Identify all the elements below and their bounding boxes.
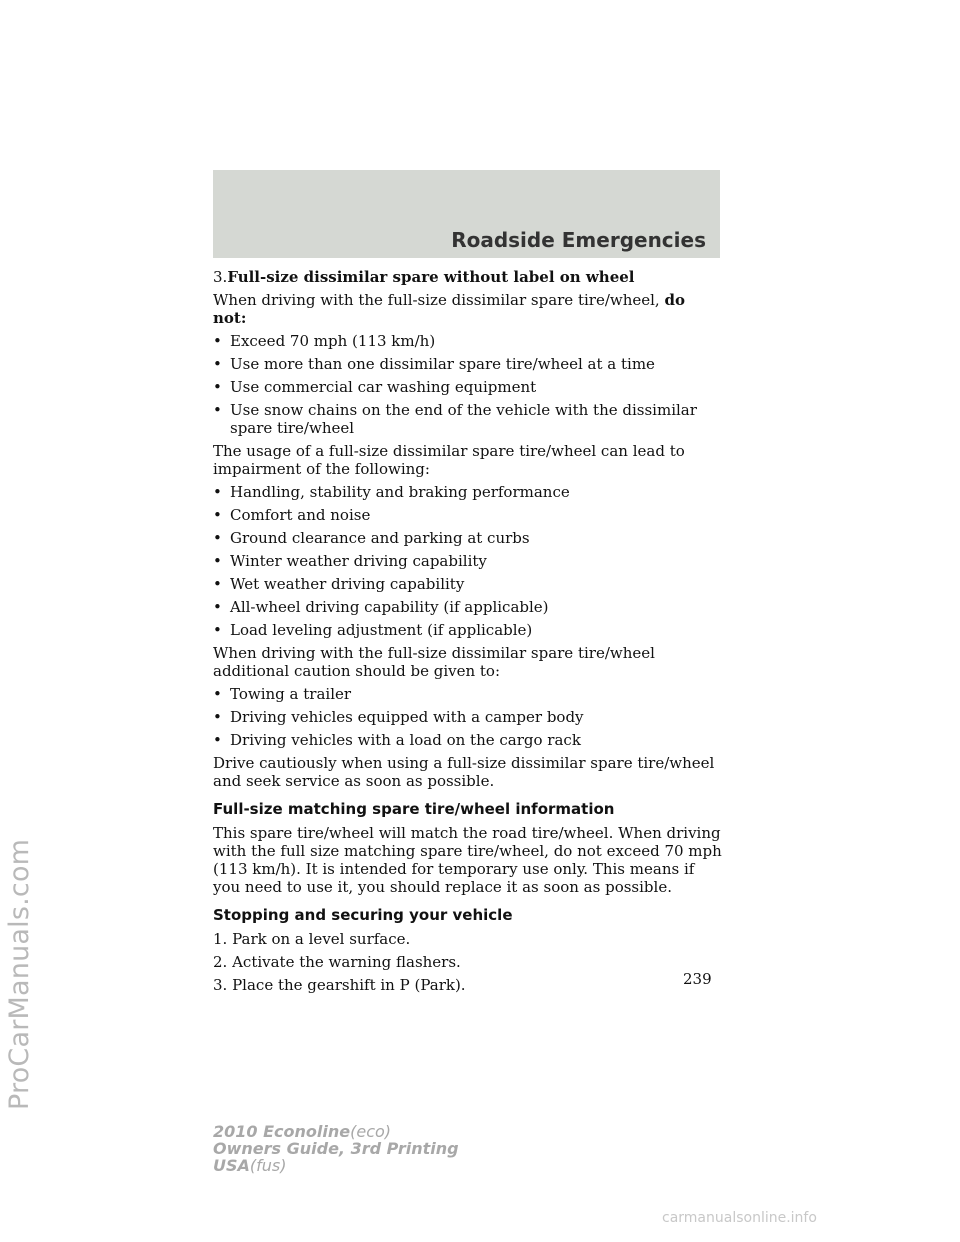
list-item-text: Towing a trailer <box>230 685 352 703</box>
footer-imprint <box>213 1123 459 1174</box>
donot-intro-text: When driving with the full-size dissimilar spare tire/wheel, <box>213 291 660 309</box>
list-item <box>213 598 723 616</box>
bullet-icon: • <box>213 708 222 726</box>
list-item <box>213 483 723 501</box>
list-item-text: Ground clearance and parking at curbs <box>230 529 530 547</box>
list-item-text: Winter weather driving capability <box>230 552 487 570</box>
footer-model: 2010 Econoline <box>213 1122 351 1141</box>
section-header-box <box>213 170 720 258</box>
list-item-text: Use more than one dissimilar spare tire/wheel at a time <box>230 355 655 373</box>
bullet-icon: • <box>213 552 222 570</box>
footer-line-3 <box>213 1157 459 1174</box>
list-item-text: Load leveling adjustment (if applicable) <box>230 621 533 639</box>
list-item-text: All-wheel driving capability (if applicable) <box>230 598 549 616</box>
list-item <box>213 529 723 547</box>
list-item <box>213 731 723 749</box>
bullet-icon: • <box>213 529 222 547</box>
side-watermark: ProCarManuals.com <box>4 838 35 1110</box>
bullet-icon: • <box>213 355 222 373</box>
bullet-icon: • <box>213 506 222 524</box>
footer-line-1 <box>213 1123 459 1140</box>
list-item <box>213 378 723 396</box>
stopping-step: 1. Park on a level surface. <box>213 930 411 948</box>
list-item <box>213 685 723 703</box>
matching-spare-heading: Full-size matching spare tire/wheel information <box>213 800 615 818</box>
list-item <box>213 332 723 350</box>
stopping-step: 3. Place the gearshift in P (Park). <box>213 976 466 994</box>
bullet-icon: • <box>213 401 222 419</box>
list-item-text: Handling, stability and braking performance <box>230 483 570 501</box>
list-item-text: Use snow chains on the end of the vehicle with the dissimilar spare tire/wheel <box>230 401 697 437</box>
list-item-text: Wet weather driving capability <box>230 575 465 593</box>
bullet-icon: • <box>213 378 222 396</box>
matching-spare-body: This spare tire/wheel will match the road tire/wheel. When driving with the full size matching spare tire/wheel, do not exceed 70 mph (113 km/h). It is intended for temporary use only. This means if you need to use it, you should replace it as soon as possible. <box>213 824 722 896</box>
list-item-text: Use commercial car washing equipment <box>230 378 537 396</box>
page-number: 239 <box>683 970 712 988</box>
item-3-title-line <box>213 268 723 286</box>
caution-list <box>213 685 723 749</box>
bullet-icon: • <box>213 621 222 639</box>
closing-paragraph: Drive cautiously when using a full-size dissimilar spare tire/wheel and seek service as soon as possible. <box>213 754 715 790</box>
list-item <box>213 575 723 593</box>
list-item <box>213 708 723 726</box>
list-item <box>213 552 723 570</box>
footer-line-2: Owners Guide, 3rd Printing <box>213 1139 459 1158</box>
impairment-list <box>213 483 723 639</box>
bullet-icon: • <box>213 598 222 616</box>
list-item-text: Exceed 70 mph (113 km/h) <box>230 332 436 350</box>
footer-market-code: (fus) <box>249 1156 287 1175</box>
page-content <box>213 268 723 999</box>
bullet-icon: • <box>213 685 222 703</box>
bullet-icon: • <box>213 575 222 593</box>
item-3-title: Full-size dissimilar spare without label on wheel <box>227 268 635 286</box>
list-item <box>213 355 723 373</box>
stopping-step: 2. Activate the warning flashers. <box>213 953 461 971</box>
bullet-icon: • <box>213 731 222 749</box>
caution-intro: When driving with the full-size dissimilar spare tire/wheel additional caution should be given to: <box>213 644 655 680</box>
footer-market: USA <box>213 1156 250 1175</box>
list-item-text: Driving vehicles with a load on the cargo rack <box>230 731 581 749</box>
bullet-icon: • <box>213 332 222 350</box>
donot-intro-bold: do not: <box>213 291 685 327</box>
impairment-intro: The usage of a full-size dissimilar spare tire/wheel can lead to impairment of the following: <box>213 442 685 478</box>
item-3-number: 3. <box>213 268 228 286</box>
list-item <box>213 401 723 437</box>
section-title: Roadside Emergencies <box>451 228 706 252</box>
donot-list <box>213 332 723 437</box>
bullet-icon: • <box>213 483 222 501</box>
list-item-text: Comfort and noise <box>230 506 371 524</box>
stopping-heading: Stopping and securing your vehicle <box>213 906 513 924</box>
site-watermark: carmanualsonline.info <box>662 1210 817 1226</box>
list-item <box>213 621 723 639</box>
list-item <box>213 506 723 524</box>
donot-intro <box>213 291 723 327</box>
footer-model-code: (eco) <box>350 1122 392 1141</box>
list-item-text: Driving vehicles equipped with a camper body <box>230 708 584 726</box>
